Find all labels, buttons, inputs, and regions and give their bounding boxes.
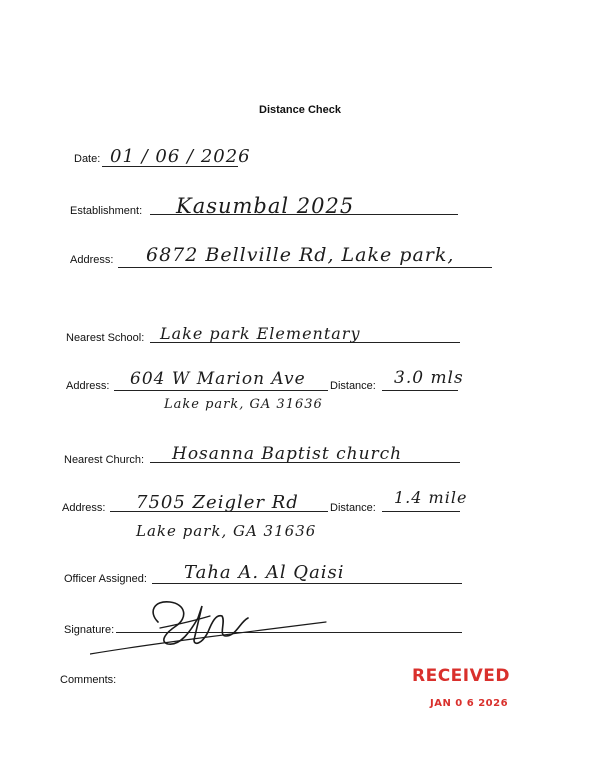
signature-scribble [90, 592, 350, 662]
establishment-address-label: Address: [70, 254, 114, 266]
received-stamp-date: JAN 0 6 2026 [430, 698, 509, 709]
nearest-church-value: Hosanna Baptist church [172, 444, 403, 464]
date-value: 01 / 06 / 2026 [110, 146, 251, 167]
officer-line [152, 583, 462, 584]
church-distance-line [382, 511, 460, 512]
school-distance-value: 3.0 mls [394, 368, 464, 388]
school-distance-line [382, 390, 458, 391]
form-title: Distance Check [259, 104, 341, 116]
nearest-school-label: Nearest School: [66, 332, 145, 344]
officer-value: Taha A. Al Qaisi [184, 562, 345, 583]
establishment-address-line [118, 267, 492, 268]
school-address-line [114, 390, 328, 391]
church-address-line1: 7505 Zeigler Rd [136, 492, 299, 513]
school-address-line1: 604 W Marion Ave [130, 369, 306, 389]
school-distance-label: Distance: [330, 380, 376, 392]
church-address-line2: Lake park, GA 31636 [136, 522, 317, 540]
signature-label: Signature: [64, 624, 115, 636]
church-address-label: Address: [62, 502, 106, 514]
nearest-school-value: Lake park Elementary [160, 324, 361, 343]
establishment-label: Establishment: [70, 205, 143, 217]
church-distance-label: Distance: [330, 502, 376, 514]
establishment-address-value: 6872 Bellville Rd, Lake park, [146, 244, 455, 266]
school-address-label: Address: [66, 380, 110, 392]
comments-label: Comments: [60, 674, 117, 686]
establishment-value: Kasumbal 2025 [176, 194, 355, 218]
officer-label: Officer Assigned: [64, 573, 147, 585]
date-label: Date: [74, 153, 101, 165]
church-distance-value: 1.4 mile [394, 488, 468, 507]
nearest-church-label: Nearest Church: [64, 454, 145, 466]
school-address-line2: Lake park, GA 31636 [164, 397, 323, 412]
received-stamp: RECEIVED [412, 666, 510, 686]
